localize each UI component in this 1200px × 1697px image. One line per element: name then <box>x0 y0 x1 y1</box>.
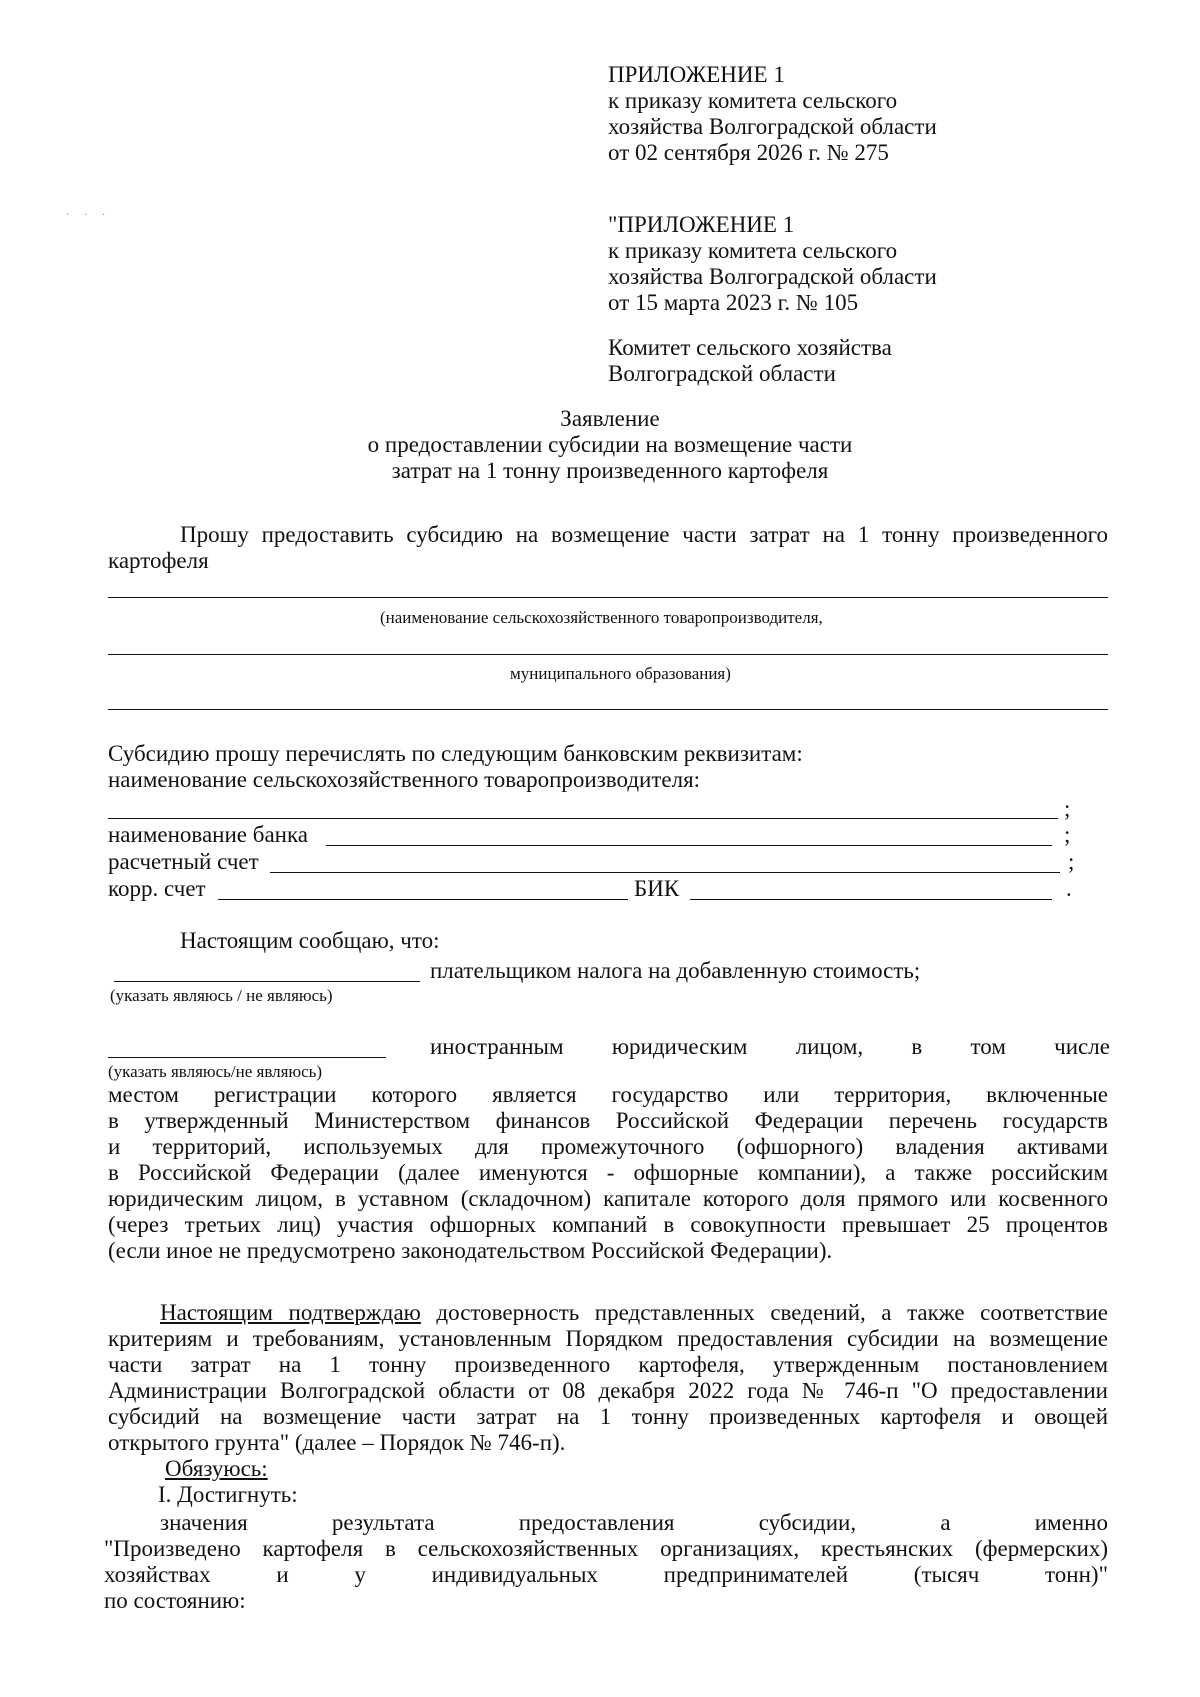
appendix-header-current <box>608 62 937 166</box>
fill-line <box>108 1057 386 1058</box>
appendix-line: к приказу комитета сельского <box>608 88 898 113</box>
confirm-underlined: Настоящим подтверждаю <box>160 1300 421 1325</box>
obligation-line <box>160 1510 1108 1536</box>
field-caption: (указать являюсь / не являюсь) <box>110 986 333 1005</box>
paragraph-line: юридическим лицом, в уставном (складочном) капитале которого доля прямого или косвенного <box>108 1186 1108 1211</box>
paragraph-line: Администрации Волгоградской области от 08 декабря 2022 года № 746-п "О предоставлении <box>108 1378 1108 1403</box>
bank-name-label: наименование банка <box>108 822 308 847</box>
word: юридическим <box>611 1034 748 1059</box>
request-line: Прошу предоставить субсидию на возмещение части затрат на 1 тонну произведенного <box>180 522 1108 547</box>
semicolon: ; <box>1068 849 1075 874</box>
paragraph-line: в утвержденный Министерством финансов Российской Федерации перечень государств <box>108 1108 1108 1133</box>
obligation-line: "Произведено картофеля в сельскохозяйственных организациях, крестьянских (фермерских) <box>104 1536 1108 1561</box>
paragraph-line: открытого грунта" (далее – Порядок № 746-п). <box>108 1430 566 1455</box>
paragraph-line: критериям и требованиям, установленным Порядком предоставления субсидии на возмещение <box>108 1326 1108 1351</box>
period: . <box>1066 876 1072 901</box>
addressee-line: Комитет сельского хозяйства <box>608 335 892 360</box>
fill-line <box>108 709 1108 710</box>
semicolon: ; <box>1064 796 1071 821</box>
fill-line <box>108 818 1058 819</box>
fill-line <box>218 899 628 900</box>
word: в <box>911 1034 923 1059</box>
word: именно <box>1034 1510 1108 1535</box>
word: тонн)" <box>1045 1562 1108 1587</box>
appendix-header-original <box>608 212 937 316</box>
addressee <box>608 335 892 387</box>
paragraph-line: местом регистрации которого является государство или территория, включенные <box>108 1082 1108 1107</box>
title-line: затрат на 1 тонну произведенного картофеля <box>391 458 829 483</box>
word: предоставления <box>518 1510 675 1535</box>
word: и <box>276 1562 289 1587</box>
appendix-title: ПРИЛОЖЕНИЕ 1 <box>608 62 785 87</box>
word: субсидии, <box>758 1510 857 1535</box>
fill-line <box>108 654 1108 655</box>
document-title <box>300 406 920 484</box>
field-caption: (указать являюсь/не являюсь) <box>108 1062 323 1081</box>
appendix-line: от 15 марта 2023 г. № 105 <box>608 290 859 315</box>
bank-intro: наименование сельскохозяйственного товаропроизводителя: <box>108 767 701 792</box>
scan-artifact: . . . <box>66 204 111 218</box>
appendix-title: "ПРИЛОЖЕНИЕ 1 <box>608 212 795 237</box>
appendix-line: от 02 сентября 2026 г. № 275 <box>608 140 889 165</box>
corr-account-label: корр. счет <box>108 876 206 901</box>
account-label: расчетный счет <box>108 849 259 874</box>
word: (тысяч <box>913 1562 980 1587</box>
obligation-line <box>104 1562 1108 1588</box>
field-caption: (наименование сельскохозяйственного товаропроизводителя, <box>380 608 823 627</box>
obligations-heading: Обязуюсь: <box>165 1456 268 1481</box>
word: результата <box>331 1510 435 1535</box>
word: предпринимателей <box>663 1562 849 1587</box>
word: хозяйствах <box>104 1562 211 1587</box>
fill-line <box>270 872 1060 873</box>
paragraph-line: в Российской Федерации (далее именуются - офшорные компании), а также российским <box>108 1160 1108 1185</box>
word: том <box>970 1034 1006 1059</box>
fill-line <box>690 899 1052 900</box>
appendix-line: хозяйства Волгоградской области <box>608 114 937 139</box>
obligation-line: по состоянию: <box>104 1588 246 1613</box>
word: у <box>354 1562 366 1587</box>
word: а <box>940 1510 951 1535</box>
request-line: картофеля <box>108 548 209 573</box>
foreign-entity-line <box>430 1034 1110 1060</box>
appendix-line: к приказу комитета сельского <box>608 238 898 263</box>
title-line: Заявление <box>560 406 660 431</box>
field-caption: муниципального образования) <box>510 664 731 683</box>
obligation-item: I. Достигнуть: <box>158 1482 298 1507</box>
word: иностранным <box>430 1034 564 1059</box>
paragraph-line: (через третьих лиц) участия офшорных компаний в совокупности превышает 25 процентов <box>108 1212 1108 1237</box>
bik-label: БИК <box>634 876 680 901</box>
word: значения <box>160 1510 248 1535</box>
word: индивидуальных <box>431 1562 598 1587</box>
semicolon: ; <box>1064 822 1071 847</box>
paragraph-line: (если иное не предусмотрено законодательством Российской Федерации). <box>108 1238 833 1263</box>
paragraph-line <box>108 1300 1108 1326</box>
word: лицом, <box>795 1034 864 1059</box>
confirm-rest: достоверность представленных сведений, а также соответствие <box>420 1300 1109 1325</box>
word: числе <box>1054 1034 1110 1059</box>
fill-line <box>114 981 420 982</box>
vat-text: плательщиком налога на добавленную стоимость; <box>430 958 921 983</box>
fill-line <box>326 845 1052 846</box>
confirmation-paragraph <box>108 1300 1108 1456</box>
paragraph-line: и территорий, используемых для промежуточного (офшорного) владения активами <box>108 1134 1108 1159</box>
offshore-paragraph <box>108 1082 1108 1264</box>
addressee-line: Волгоградской области <box>608 361 836 386</box>
fill-line <box>108 597 1108 598</box>
notice-intro: Настоящим сообщаю, что: <box>180 928 440 953</box>
appendix-line: хозяйства Волгоградской области <box>608 264 937 289</box>
paragraph-line: части затрат на 1 тонну произведенного картофеля, утвержденным постановлением <box>108 1352 1108 1377</box>
paragraph-line: субсидий на возмещение части затрат на 1 тонну произведенных картофеля и овощей <box>108 1404 1108 1429</box>
title-line: о предоставлении субсидии на возмещение части <box>367 432 853 457</box>
bank-intro: Субсидию прошу перечислять по следующим банковским реквизитам: <box>108 741 803 766</box>
